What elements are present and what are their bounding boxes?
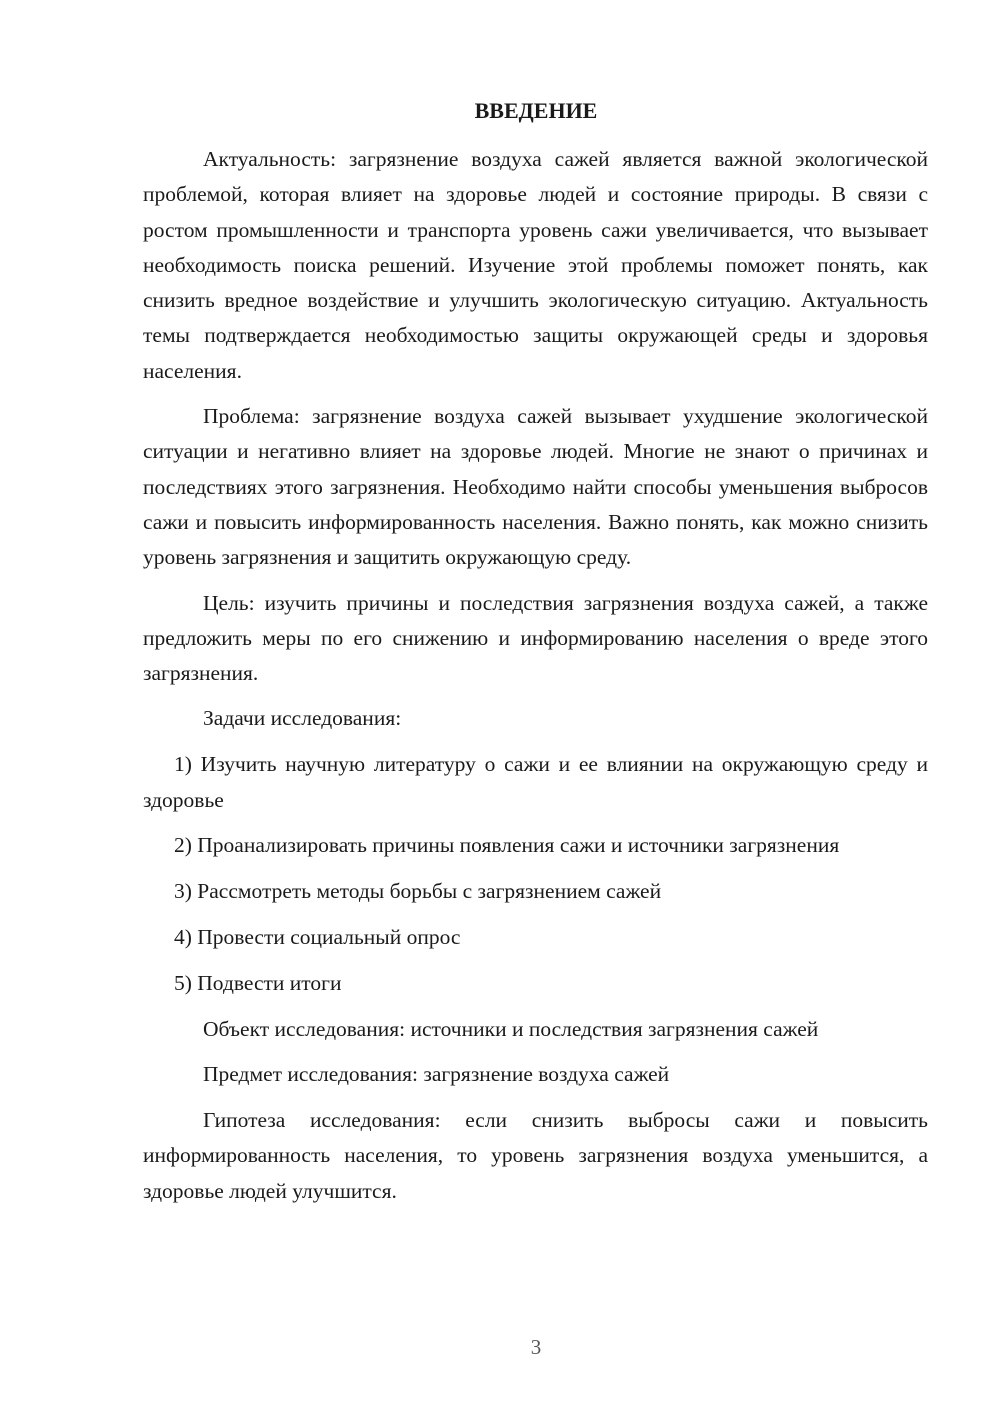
research-object-paragraph: Объект исследования: источники и последствия загрязнения сажей [203, 1016, 819, 1041]
research-subject-paragraph: Предмет исследования: загрязнение воздуха сажей [203, 1062, 670, 1087]
document-body [143, 142, 928, 1219]
task-item: 1) Изучить научную литературу о сажи и ее влиянии на окружающую среду и здоровье [143, 752, 928, 812]
tasks-heading: Задачи исследования: [203, 706, 402, 731]
task-item: 4) Провести социальный опрос [174, 924, 461, 949]
task-item: 2) Проанализировать причины появления сажи и источники загрязнения [174, 833, 840, 858]
page-number: 3 [530, 1335, 542, 1359]
goal-paragraph: Цель: изучить причины и последствия загрязнения воздуха сажей, а также предложить меры по его снижению и информированию населения о вреде этого загрязнения. [143, 590, 928, 686]
problem-paragraph: Проблема: загрязнение воздуха сажей вызывает ухудшение экологической ситуации и негативно влияет на здоровье людей. Многие не знают о причинах и последствиях этого загрязнения. Необходимо найти способы уменьшения выбросов сажи и повысить информированность населения. Важно понять, как можно снизить уровень загрязнения и защитить окружающую среду. [143, 404, 928, 570]
task-item: 3) Рассмотреть методы борьбы с загрязнением сажей [174, 879, 662, 904]
task-item: 5) Подвести итоги [174, 970, 342, 995]
relevance-paragraph: Актуальность: загрязнение воздуха сажей является важной экологической проблемой, которая влияет на здоровье людей и состояние природы. В связи с ростом промышленности и транспорта уровень сажи увеличивается, что вызывает необходимость поиска решений. Изучение этой проблемы поможет понять, как снизить вредное воздействие и улучшить экологическую ситуацию. Актуальность темы подтверждается необходимостью защиты окружающей среды и здоровья населения. [143, 147, 928, 383]
page-title: ВВЕДЕНИЕ [474, 98, 598, 123]
hypothesis-paragraph: Гипотеза исследования: если снизить выбросы сажи и повысить информированность населения, то уровень загрязнения воздуха уменьшится, а здоровье людей улучшится. [143, 1108, 928, 1203]
